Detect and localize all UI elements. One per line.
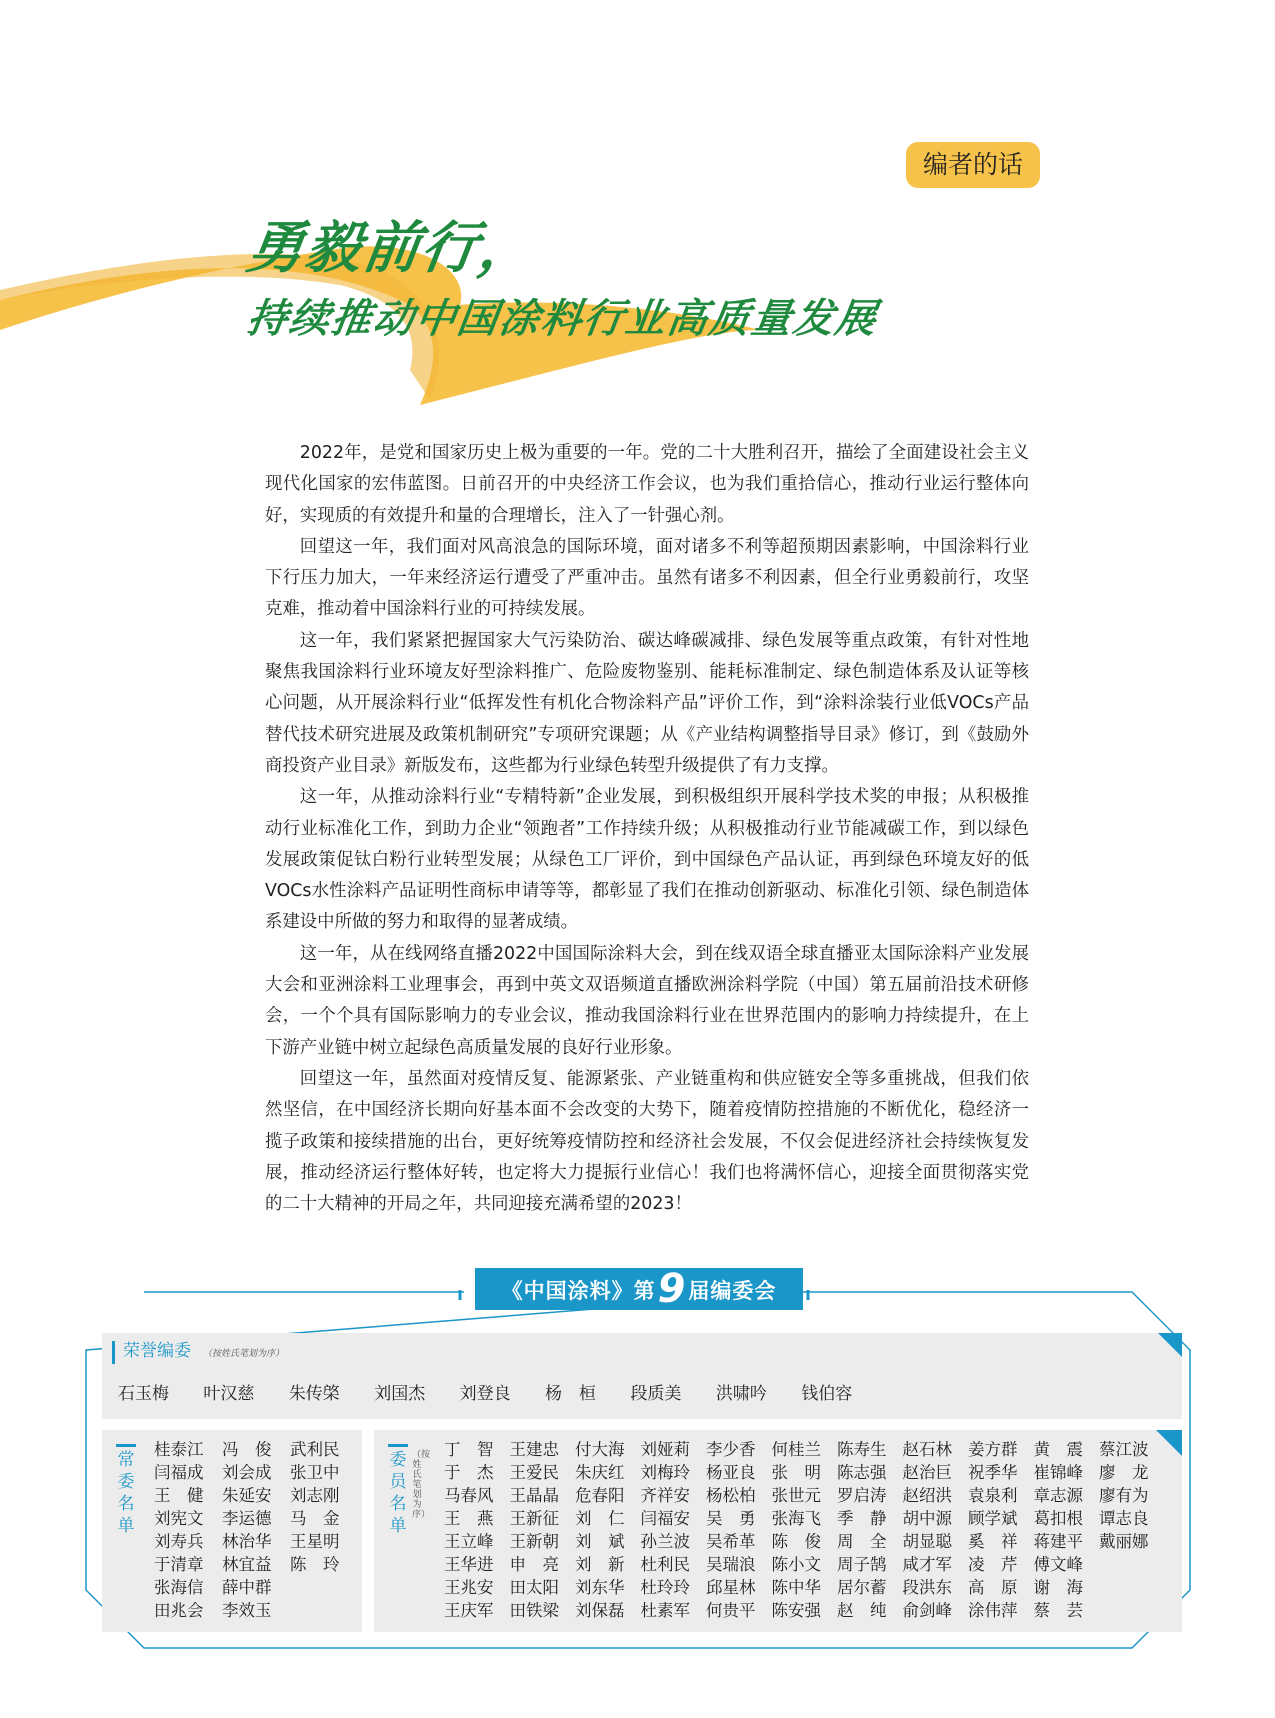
member-name: 刘志刚 (290, 1486, 340, 1505)
member-name: 奚 祥 (968, 1532, 1018, 1551)
member-name: 刘梅玲 (640, 1463, 690, 1482)
member-name: 崔锦峰 (1033, 1463, 1083, 1482)
honorary-name: 叶汉慈 (203, 1384, 255, 1404)
member-name: 杜玲玲 (640, 1578, 690, 1597)
member-name: 居尔蓄 (837, 1578, 887, 1597)
member-name: 顾学斌 (968, 1509, 1018, 1528)
member-name: 陈 玲 (290, 1555, 340, 1574)
member-name: 蒋建平 (1033, 1532, 1083, 1551)
member-name: 王新朝 (509, 1532, 559, 1551)
member-name: 吴瑞浪 (706, 1555, 756, 1574)
member-name: 王星明 (290, 1532, 340, 1551)
name-column (1034, 1438, 1096, 1622)
member-name: 葛扣根 (1033, 1509, 1083, 1528)
paragraph: 这一年，从推动涂料行业“专精特新”企业发展，到积极组织开展科学技术奖的申报；从积极推动行业标准化工作，到助力企业“领跑者”工作持续升级；从积极推动行业节能减碳工作，到以绿色发展政策促钛白粉行业转型发展；从绿色工厂评价，到中国绿色产品认证，再到绿色环境友好的低VOCs水性涂料产品证明性商标申请等等，都彰显了我们在推动创新驱动、标准化引领、绿色制造体系建设中所做的努力和取得的显著成绩。 (265, 787, 1029, 933)
honorary-names (118, 1379, 881, 1404)
member-name: 谢 海 (1033, 1578, 1083, 1597)
name-column (772, 1438, 834, 1622)
member-name: 杜利民 (640, 1555, 690, 1574)
member-name: 闫福成 (154, 1463, 204, 1482)
member-name: 武利民 (290, 1440, 340, 1459)
honorary-heading (112, 1341, 284, 1364)
member-name: 丁 智 (444, 1440, 494, 1459)
member-name: 陈中华 (771, 1578, 821, 1597)
member-name: 林宜益 (222, 1555, 272, 1574)
member-name: 季 静 (837, 1509, 887, 1528)
member-name: 王 燕 (444, 1509, 494, 1528)
yellow-swoosh-decoration (0, 0, 1275, 460)
member-name: 于清章 (154, 1555, 204, 1574)
member-name: 王爱民 (509, 1463, 559, 1482)
member-name: 田铁梁 (509, 1601, 559, 1620)
member-name: 邱星林 (706, 1578, 756, 1597)
member-name: 刘保磊 (575, 1601, 625, 1620)
name-column (510, 1438, 572, 1622)
member-name: 黄 震 (1033, 1440, 1083, 1459)
member-name: 王兆安 (444, 1578, 494, 1597)
member-name: 于 杰 (444, 1463, 494, 1482)
member-name: 周 全 (837, 1532, 887, 1551)
member-name: 凌 芹 (968, 1555, 1018, 1574)
member-name: 章志源 (1033, 1486, 1083, 1505)
honorary-panel (102, 1333, 1182, 1419)
member-name: 马春风 (444, 1486, 494, 1505)
name-column (222, 1438, 284, 1622)
name-column (1099, 1438, 1161, 1553)
member-name: 王华进 (444, 1555, 494, 1574)
member-name: 胡显聪 (902, 1532, 952, 1551)
member-name: 赵治巨 (902, 1463, 952, 1482)
member-name: 吴 勇 (706, 1509, 756, 1528)
name-column (706, 1438, 768, 1622)
member-name: 胡中源 (902, 1509, 952, 1528)
member-name: 田兆会 (154, 1601, 204, 1620)
member-name: 刘娅莉 (640, 1440, 690, 1459)
paragraph: 2022年，是党和国家历史上极为重要的一年。党的二十大胜利召开，描绘了全面建设社会主义现代化国家的宏伟蓝图。日前召开的中央经济工作会议，也为我们重拾信心，推动行业运行整体向好，实现质的有效提升和量的合理增长，注入了一针强心剂。 (265, 443, 1029, 526)
member-name: 刘东华 (575, 1578, 625, 1597)
member-name: 闫福安 (640, 1509, 690, 1528)
member-name: 朱延安 (222, 1486, 272, 1505)
member-name: 张世元 (771, 1486, 821, 1505)
member-name: 杨松柏 (706, 1486, 756, 1505)
name-column (968, 1438, 1030, 1622)
member-name: 姜方群 (968, 1440, 1018, 1459)
name-column (903, 1438, 965, 1622)
committee-title-number: 9 (657, 1266, 687, 1312)
headline-line-1: 勇毅前行， (242, 216, 542, 281)
honorary-name: 朱传棨 (288, 1384, 340, 1404)
standing-label: 常委名单 (116, 1444, 136, 1537)
paragraph: 回望这一年，虽然面对疫情反复、能源紧张、产业链重构和供应链安全等多重挑战，但我们依然坚信，在中国经济长期向好基本面不会改变的大势下，随着疫情防控措施的不断优化，稳经济一揽子政策和接续措施的出台，更好统筹疫情防控和经济社会发展，不仅会促进经济社会持续恢复发展，推动经济运行整体好转，也定将大力提振行业信心！我们也将满怀信心，迎接全面贯彻落实党的二十大精神的开局之年，共同迎接充满希望的2023！ (265, 1068, 1029, 1215)
member-name: 林治华 (222, 1532, 272, 1551)
member-name: 桂泰江 (154, 1440, 204, 1459)
member-name: 李效玉 (222, 1601, 272, 1620)
members-label: 委员名单 (388, 1444, 408, 1537)
member-name: 刘 仁 (575, 1509, 625, 1528)
corner-triangle (1158, 1333, 1182, 1357)
member-name: 刘宪文 (154, 1509, 204, 1528)
paragraph: 这一年，我们紧紧把握国家大气污染防治、碳达峰碳减排、绿色发展等重点政策，有针对性地聚焦我国涂料行业环境友好型涂料推广、危险废物鉴别、能耗标准制定、绿色制造体系及认证等核心问题，从开展涂料行业“低挥发性有机化合物涂料产品”评价工作，到“涂料涂装行业低VOCs产品替代技术研究进展及政策机制研究”专项研究课题；从《产业结构调整指导目录》修订，到《鼓励外商投资产业目录》新版发布，这些都为行业绿色转型升级提供了有力支撑。 (265, 630, 1029, 776)
paragraph: 这一年，从在线网络直播2022中国国际涂料大会，到在线双语全球直播亚太国际涂料产业发展大会和亚洲涂料工业理事会，再到中英文双语频道直播欧洲涂料学院（中国）第五届前沿技术研修会，一个个具有国际影响力的专业会议，推动我国涂料行业在世界范围内的影响力持续提升，在上下游产业链中树立起绿色高质量发展的良好行业形象。 (265, 943, 1029, 1058)
member-name: 张 明 (771, 1463, 821, 1482)
member-name: 杜素军 (640, 1601, 690, 1620)
member-name: 陈小文 (771, 1555, 821, 1574)
name-column (444, 1438, 506, 1622)
member-name: 马 金 (290, 1509, 340, 1528)
name-column (641, 1438, 703, 1622)
honorary-label: 荣誉编委 (123, 1341, 191, 1361)
member-name: 傅文峰 (1033, 1555, 1083, 1574)
member-name: 咸才军 (902, 1555, 952, 1574)
member-name: 段洪东 (902, 1578, 952, 1597)
member-name: 张海飞 (771, 1509, 821, 1528)
member-name: 张海信 (154, 1578, 204, 1597)
member-name: 孙兰波 (640, 1532, 690, 1551)
member-name: 吴希革 (706, 1532, 756, 1551)
member-name: 蔡江波 (1099, 1440, 1149, 1459)
article-body (265, 438, 1029, 1220)
member-name: 蔡 芸 (1033, 1601, 1083, 1620)
member-name: 罗启涛 (837, 1486, 887, 1505)
committee-title-band (475, 1268, 803, 1310)
member-name: 俞剑峰 (902, 1601, 952, 1620)
member-name: 付大海 (575, 1440, 625, 1459)
committee-title-pre: 《中国涂料》第 (501, 1279, 656, 1303)
member-name: 王建忠 (509, 1440, 559, 1459)
member-name: 刘寿兵 (154, 1532, 204, 1551)
member-name: 廖 龙 (1099, 1463, 1149, 1482)
members-panel (374, 1430, 1182, 1632)
member-name: 刘 斌 (575, 1532, 625, 1551)
honorary-name: 刘国杰 (374, 1384, 426, 1404)
name-column (290, 1438, 352, 1576)
headline-line-2: 持续推动中国涂料行业高质量发展 (244, 296, 881, 342)
member-name: 廖有为 (1099, 1486, 1149, 1505)
member-name: 田太阳 (509, 1578, 559, 1597)
name-column (575, 1438, 637, 1622)
member-name: 薛中群 (222, 1578, 272, 1597)
member-name: 王新征 (509, 1509, 559, 1528)
honorary-name: 石玉梅 (118, 1384, 169, 1404)
member-name: 周子鹄 (837, 1555, 887, 1574)
honorary-note: （按姓氏笔划为序） (203, 1349, 285, 1359)
section-tag: 编者的话 (906, 142, 1040, 188)
member-name: 赵绍洪 (902, 1486, 952, 1505)
member-name: 陈寿生 (837, 1440, 887, 1459)
member-name: 陈 俊 (771, 1532, 821, 1551)
member-name: 袁泉利 (968, 1486, 1018, 1505)
member-name: 李运德 (222, 1509, 272, 1528)
member-name: 何桂兰 (771, 1440, 821, 1459)
member-name: 冯 俊 (222, 1440, 272, 1459)
honorary-name: 钱伯容 (801, 1384, 853, 1404)
members-note: （按姓氏笔划为序） (412, 1450, 431, 1520)
member-name: 李少香 (706, 1440, 756, 1459)
member-name: 戴丽娜 (1099, 1532, 1149, 1551)
member-name: 何贵平 (706, 1601, 756, 1620)
member-name: 申 亮 (509, 1555, 559, 1574)
member-name: 陈安强 (771, 1601, 821, 1620)
name-column (154, 1438, 216, 1622)
honorary-name: 段质美 (630, 1384, 682, 1404)
member-name: 刘会成 (222, 1463, 272, 1482)
member-name: 王 健 (154, 1486, 204, 1505)
member-name: 朱庆红 (575, 1463, 625, 1482)
member-name: 赵石林 (902, 1440, 952, 1459)
paragraph: 回望这一年，我们面对风高浪急的国际环境，面对诸多不利等超预期因素影响，中国涂料行业下行压力加大，一年来经济运行遭受了严重冲击。虽然有诸多不利因素，但全行业勇毅前行，攻坚克难，推动着中国涂料行业的可持续发展。 (265, 536, 1029, 620)
member-name: 危春阳 (575, 1486, 625, 1505)
member-name: 陈志强 (837, 1463, 887, 1482)
member-name: 谭志良 (1099, 1509, 1149, 1528)
honorary-name: 刘登良 (459, 1384, 511, 1404)
honorary-name: 杨 桓 (545, 1384, 597, 1404)
member-name: 高 原 (968, 1578, 1018, 1597)
member-name: 祝季华 (968, 1463, 1018, 1482)
member-name: 王庆军 (444, 1601, 494, 1620)
standing-panel (102, 1430, 362, 1632)
member-name: 王立峰 (444, 1532, 494, 1551)
member-name: 张卫中 (290, 1463, 340, 1482)
member-name: 刘 新 (575, 1555, 625, 1574)
name-column (837, 1438, 899, 1622)
honorary-name: 洪啸吟 (715, 1384, 767, 1404)
member-name: 杨亚良 (706, 1463, 756, 1482)
member-name: 赵 纯 (837, 1601, 887, 1620)
committee-title-post: 届编委会 (688, 1279, 777, 1303)
member-name: 涂伟萍 (968, 1601, 1018, 1620)
member-name: 王晶晶 (509, 1486, 559, 1505)
member-name: 齐祥安 (640, 1486, 690, 1505)
